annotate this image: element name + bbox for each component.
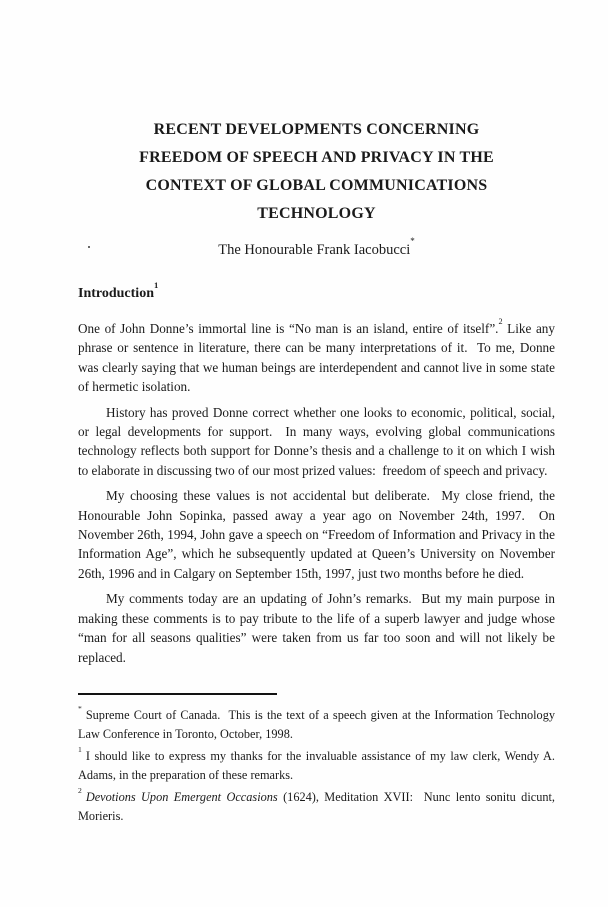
footnote-2-work-title: Devotions Upon Emergent Occasions [85,790,278,805]
author-footnote-marker: * [410,236,415,247]
article-title [78,116,555,228]
paragraph-1-text: One of John Donne’s immortal line is “No man is an island, entire of itself”. [78,321,499,336]
footnote-star [78,704,559,744]
paragraph-3: My choosing these values is not accidental but deliberate. My close friend, the Honourable John Sopinka, passed away a year ago on November 24th, 1997. On November 26th, 1994, John gave a speech on “Freedom of Information and Privacy in the Information Age”, which he subsequently updated at Queen’s University on November 26th, 1996 and in Calgary on September 15th, 1997, just two months before he died. [78,488,559,581]
section-heading-footnote-marker: 1 [153,279,159,290]
section-heading-text: Introduction [78,286,154,301]
author-byline [78,236,555,260]
paragraph-4: My comments today are an updating of John’s remarks. But my main purpose in making these comments is to pay tribute to the life of a superb lawyer and judge whose “man for all seasons qualities” were taken from us far too soon and will not likely be replaced. [78,591,559,665]
paragraph-1 [78,317,559,397]
section-heading [78,279,555,304]
footnote-reference-2: 2 [498,317,503,327]
paragraph-2: History has proved Donne correct whether one looks to economic, political, social, or legal developments for support. In many ways, evolving global communications technology reflects both support for Donne’s thesis and a challenge to it on which I wish to elaborate in discussing two of our most prized values: freedom of speech and privacy. [78,404,559,478]
footnote-2-text: (1624), Meditation XVII: Nunc lento sonitu dicunt, Morieris. [78,790,559,824]
footnote-2-marker: 2 [78,786,82,796]
article-title-line-1: RECENT DEVELOPMENTS CONCERNING [153,121,480,138]
footnote-1-text: I should like to express my thanks for the invaluable assistance of my law clerk, Wendy A. Adams, in the preparation of these remarks. [78,749,558,783]
footnote-1-marker: 1 [78,745,82,755]
page-content [78,0,559,826]
author-name: The Honourable Frank Iacobucci [218,242,411,258]
paragraph-1-text-continued: Like any phrase or sentence in literature, there can be many interpretations of it. To me, Donne was clearly saying that we human beings are interdependent and cannot live in some state of hermetic isolation. [78,321,559,395]
footnote-star-marker: * [78,704,82,714]
article-title-line-4: TECHNOLOGY [257,205,376,222]
article-title-line-2: FREEDOM OF SPEECH AND PRIVACY IN THE [139,149,494,166]
footnote-separator-rule [78,693,277,696]
footnote-star-text: Supreme Court of Canada. This is the text of a speech given at the Information Technology Law Conference in Toronto, October, 1998. [78,708,559,742]
footnote-1 [78,745,558,785]
article-title-line-3: CONTEXT OF GLOBAL COMMUNICATIONS [145,177,488,194]
footnote-2 [78,786,559,826]
